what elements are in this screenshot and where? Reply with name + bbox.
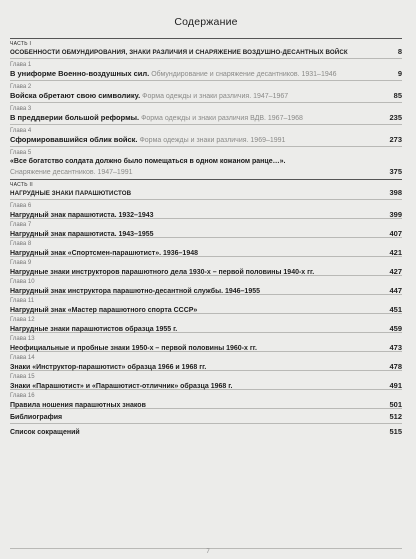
chapter-title: Неофициальные и пробные знаки 1950-х – первой половины 1960-х гг.: [10, 345, 257, 352]
chapter-label: Глава 1: [10, 62, 32, 68]
chapter-title: Знаки «Парашютист» и «Парашютист-отличник» образца 1968 г.: [10, 383, 233, 390]
chapter-label: Глава 13: [10, 336, 35, 342]
chapter-title: Нагрудный знак инструктора парашютно-десантной службы. 1946–1955: [10, 288, 261, 295]
chapter-subtitle: Форма одежды и знаки различия ВДВ. 1967–1968: [139, 115, 303, 122]
chapter-page: 478: [389, 362, 402, 371]
part-2-page: 398: [389, 188, 402, 197]
chapter-page: 375: [389, 167, 402, 176]
toc-entry-chapter-3: [10, 102, 402, 124]
chapter-page: 491: [389, 381, 402, 390]
part-2-label: ЧАСТЬ II: [10, 182, 33, 188]
part-1-page: 8: [397, 47, 402, 56]
chapter-page: 451: [389, 305, 402, 314]
page-number: 7: [206, 549, 210, 555]
chapter-label: Глава 9: [10, 260, 32, 266]
toc-entry-chapter-5: [10, 146, 402, 177]
chapter-title: Нагрудный знак «Спортсмен-парашютист». 1936–1948: [10, 250, 199, 257]
chapter-page: 501: [389, 400, 402, 409]
chapter-label: Глава 16: [10, 393, 35, 399]
chapter-title: Нагрудные знаки инструкторов парашютного дела 1930-х – первой половины 1940-х гг.: [10, 269, 315, 276]
entry-title: Библиография: [10, 414, 63, 421]
chapter-page: 407: [389, 229, 402, 238]
chapter-title: Правила ношения парашютных знаков: [10, 402, 146, 409]
part-1-label: ЧАСТЬ I: [10, 41, 32, 47]
chapter-title: В преддверии большой реформы.: [10, 113, 140, 122]
toc-entry-chapter-2: [10, 80, 402, 102]
chapter-title: Нагрудный знак парашютиста. 1943–1955: [10, 231, 154, 238]
chapter-page: 447: [389, 286, 402, 295]
chapter-page: 85: [393, 91, 402, 100]
chapter-title: Нагрудный знак парашютиста. 1932–1943: [10, 212, 154, 219]
chapter-title: Сформировавшийся облик войск.: [10, 135, 138, 144]
chapter-label: Глава 7: [10, 222, 32, 228]
chapter-page: 235: [389, 113, 402, 122]
toc-entry-chapter-6: [10, 199, 402, 218]
chapter-label: Глава 2: [10, 84, 32, 90]
chapter-label: Глава 3: [10, 106, 32, 112]
chapter-title: Нагрудный знак «Мастер парашютного спорта СССР»: [10, 307, 198, 314]
part-2-title: НАГРУДНЫЕ ЗНАКИ ПАРАШЮТИСТОВ: [10, 190, 132, 197]
chapter-label: Глава 10: [10, 279, 35, 285]
chapter-subtitle: Обмундирование и снаряжение десантников. 1931–1946: [149, 71, 337, 78]
page-title: Содержание: [174, 16, 238, 28]
chapter-page: 399: [389, 210, 402, 219]
chapter-label: Глава 12: [10, 317, 35, 323]
chapter-label: Глава 11: [10, 298, 35, 304]
toc-entry-abbreviations: [10, 423, 402, 438]
chapter-label: Глава 5: [10, 150, 32, 156]
chapter-subtitle: Снаряжение десантников. 1947–1991: [10, 169, 133, 176]
chapter-title: Нагрудные знаки парашютистов образца 1955 г.: [10, 326, 178, 333]
chapter-label: Глава 8: [10, 241, 32, 247]
chapter-label: Глава 4: [10, 128, 32, 134]
chapter-page: 427: [389, 267, 402, 276]
chapter-title: В униформе Военно-воздушных сил.: [10, 69, 150, 78]
chapter-page: 459: [389, 324, 402, 333]
entry-page: 515: [389, 427, 402, 436]
chapter-page: 473: [389, 343, 402, 352]
part-2-header: [10, 179, 402, 197]
chapter-subtitle: Форма одежды и знаки различия. 1969–1991: [137, 137, 286, 144]
chapter-title: Войска обретают свою символику.: [10, 91, 141, 100]
toc-entry-chapter-1: [10, 58, 402, 80]
chapter-page: 273: [389, 135, 402, 144]
toc-entry-chapter-4: [10, 124, 402, 146]
chapter-title: Знаки «Инструктор-парашютист» образца 1966 и 1968 гг.: [10, 364, 207, 371]
part-1-title: ОСОБЕННОСТИ ОБМУНДИРОВАНИЯ, ЗНАКИ РАЗЛИЧИЯ И СНАРЯЖЕНИЕ ВОЗДУШНО-ДЕСАНТНЫХ ВОЙСК: [10, 49, 348, 56]
part-1-header: [10, 38, 402, 56]
chapter-label: Глава 15: [10, 374, 35, 380]
chapter-page: 421: [389, 248, 402, 257]
chapter-subtitle: Форма одежды и знаки различия. 1947–1967: [140, 93, 289, 100]
chapter-title: «Все богатство солдата должно было помещаться в одном кожаном ранце…».: [10, 158, 286, 165]
entry-title: Список сокращений: [10, 429, 80, 436]
chapter-label: Глава 14: [10, 355, 35, 361]
entry-page: 512: [389, 412, 402, 421]
chapter-page: 9: [397, 69, 402, 78]
chapter-label: Глава 6: [10, 203, 32, 209]
